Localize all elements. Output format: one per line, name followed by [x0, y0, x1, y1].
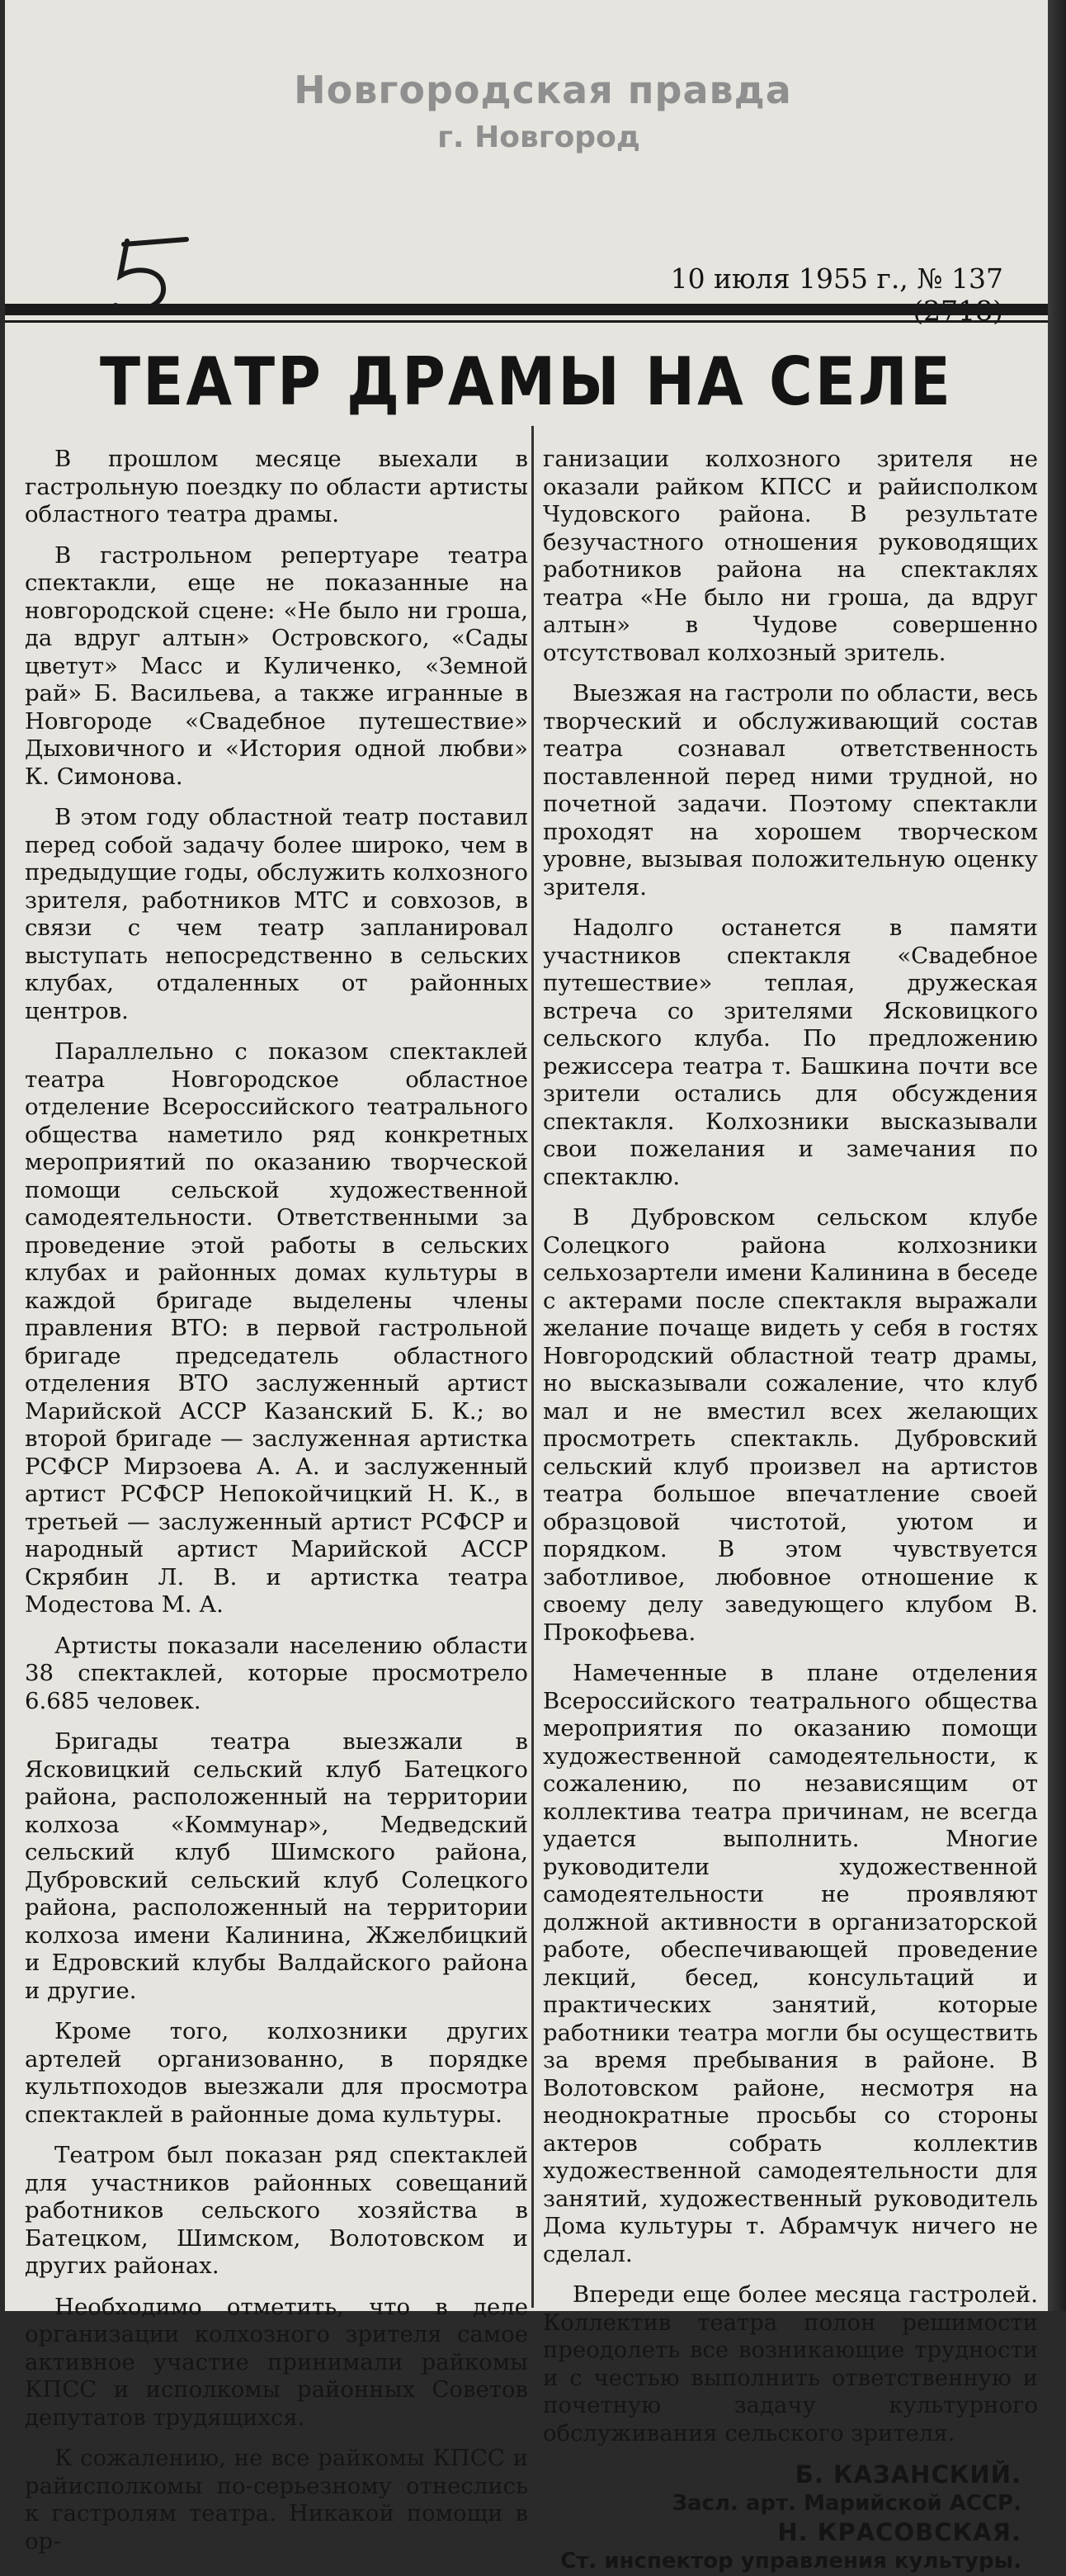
column-divider [531, 426, 534, 2308]
paragraph: Параллельно с показом спектаклей театра Новгородское областное отделение Всероссийского театрального общества наметило ряд конкретных мероприятий по оказанию творческой помощи сельской художественной самодеятельности. Ответственными за проведение этой работы в сельских клубах и районных домах культуры в каждой бригаде выделены члены правления ВТО: в первой гастрольной бригаде председатель областного отделения ВТО заслуженный артист Марийской АССР Казанский Б. К.; во второй бригаде — заслуженная артистка РСФСР Мирзоева А. А. и заслуженный артист РСФСР Непокойчицкий Н. К., в третьей — заслуженный артист РСФСР и народный артист Марийской АССР Скрябин Л. В. и артистка театра Модестова М. А. [25, 1038, 528, 1618]
paragraph: Надолго останется в памяти участников спектакля «Свадебное путешествие» теплая, дружеская встреча со зрителями Ясковицкого сельского клуба. По предложению режиссера театра т. Башкина почти все зрители остались для обсуждения спектакля. Колхозники высказывали свои пожелания и замечания по спектаклю. [543, 915, 1038, 1190]
article-title: ТЕАТР ДРАМЫ НА СЕЛЕ [100, 342, 953, 421]
paragraph: Кроме того, колхозники других артелей организованно, в порядке культпоходов выезжали для просмотра спектаклей в районные дома культуры. [25, 2018, 528, 2128]
author-name: Б. КАЗАНСКИЙ. [795, 2460, 1021, 2489]
newspaper-clipping [5, 0, 1048, 2574]
author-title: Ст. инспектор управления культуры. [560, 2549, 1021, 2574]
paragraph: Необходимо отметить, что в деле организации колхозного зрителя самое активное участие принимали райкомы КПСС и исполкомы районных Советов депутатов трудящихся. [25, 2293, 528, 2431]
paragraph: Театром был показан ряд спектаклей для участников районных совещаний работников сельского хозяйства в Батецком, Шимском, Волотовском и других районах. [25, 2142, 528, 2279]
city-stamp: г. Новгород [437, 121, 640, 154]
header-rule-thick [5, 304, 1048, 315]
paragraph: К сожалению, не все райкомы КПСС и райисполкомы по-серьезному отнеслись к гастролям театра. Никакой помощи в ор- [25, 2445, 528, 2555]
author-name: Н. КРАСОВСКАЯ. [777, 2518, 1021, 2546]
author-signature [543, 2460, 1038, 2576]
paragraph: В Дубровском сельском клубе Солецкого района колхозники сельхозартели имени Калинина в беседе с актерами после спектакля выражали желание почаще видеть у себя в гостях Новгородский областной театр драмы, но высказывали сожаление, что клуб мал и не вместил всех желающих просмотреть спектакль. Дубровский сельский клуб произвел на артистов театра большое впечатление своей образцовой чистотой, уютом и порядком. В этом чувствуется заботливое, любовное отношение к своему делу заведующего клубом В. Прокофьева. [543, 1204, 1038, 1646]
paragraph-continuation: ганизации колхозного зрителя не оказали райком КПСС и райисполком Чудовского района. В результате безучастного отношения руководящих работников района на спектаклях театра «Не было ни гроша, да вдруг алтын» в Чудове совершенно отсутствовал колхозный зритель. [543, 446, 1038, 666]
scan-edge [1048, 0, 1066, 2311]
header-rule-thin [5, 320, 1048, 323]
paragraph: В прошлом месяце выехали в гастрольную поездку по области артисты областного театра драмы. [25, 446, 528, 527]
paragraph: Впереди еще более месяца гастролей. Коллектив театра полон решимости преодолеть все возникающие трудности и с честью выполнить ответственную и почетную задачу культурного обслуживания сельского зрителя. [543, 2281, 1038, 2446]
paragraph: Выезжая на гастроли по области, весь творческий и обслуживающий состав театра сознавал ответственность поставленной перед ними трудной, но почетной задачи. Поэтому спектакли проходят на хорошем творческом уровне, вызывая положительную оценку зрителя. [543, 680, 1038, 900]
article-column-left [25, 446, 528, 2569]
paragraph: Артисты показали населению области 38 спектаклей, которые просмотрело 6.685 человек. [25, 1632, 528, 1714]
paragraph: В этом году областной театр поставил перед собой задачу более широко, чем в предыдущие годы, обслужить колхозного зрителя, работников МТС и совхозов, в связи с чем театр запланировал выступать непосредственно в сельских клубах, отдаленных от районных центров. [25, 804, 528, 1024]
issue-dateline: 10 июля 1955 г., № 137 [670, 262, 1003, 295]
paragraph: В гастрольном репертуаре театра спектакли, еще не показанные на новгородской сцене: «Не было ни гроша, да вдруг алтын» Островского, «Сады цветут» Масс и Куличенко, «Земной рай» Б. Васильева, а также игранные в Новгороде «Свадебное путешествие» Дыховичного и «История одной любви» К. Симонова. [25, 541, 528, 790]
paragraph: Бригады театра выезжали в Ясковицкий сельский клуб Батецкого района, расположенный на территории колхоза «Коммунар», Медведский сельский клуб Шимского района, Дубровский сельский клуб Солецкого района, расположенный на территории колхоза имени Калинина, Жжелбицкий и Едровский клубы Валдайского района и другие. [25, 1728, 528, 2004]
paragraph: Намеченные в плане отделения Всероссийского театрального общества мероприятия по оказанию помощи художественной самодеятельности, к сожалению, по независящим от коллектива театра причинам, не всегда удается выполнить. Многие руководители художественной самодеятельности не проявляют должной активности в организаторской работе, обеспечивающей проведение лекций, бесед, консультаций и практических занятий, которые работники театра могли бы осуществить за время пребывания в районе. В Волотовском районе, несмотря на неоднократные просьбы со стороны актеров собрать коллектив художественной самодеятельности для занятий, художественный руководитель Дома культуры т. Абрамчук ничего не сделал. [543, 1660, 1038, 2267]
article-column-right [543, 446, 1038, 2576]
newspaper-name-stamp: Новгородская правда [294, 68, 792, 112]
author-title: Засл. арт. Марийской АССР. [672, 2491, 1021, 2516]
